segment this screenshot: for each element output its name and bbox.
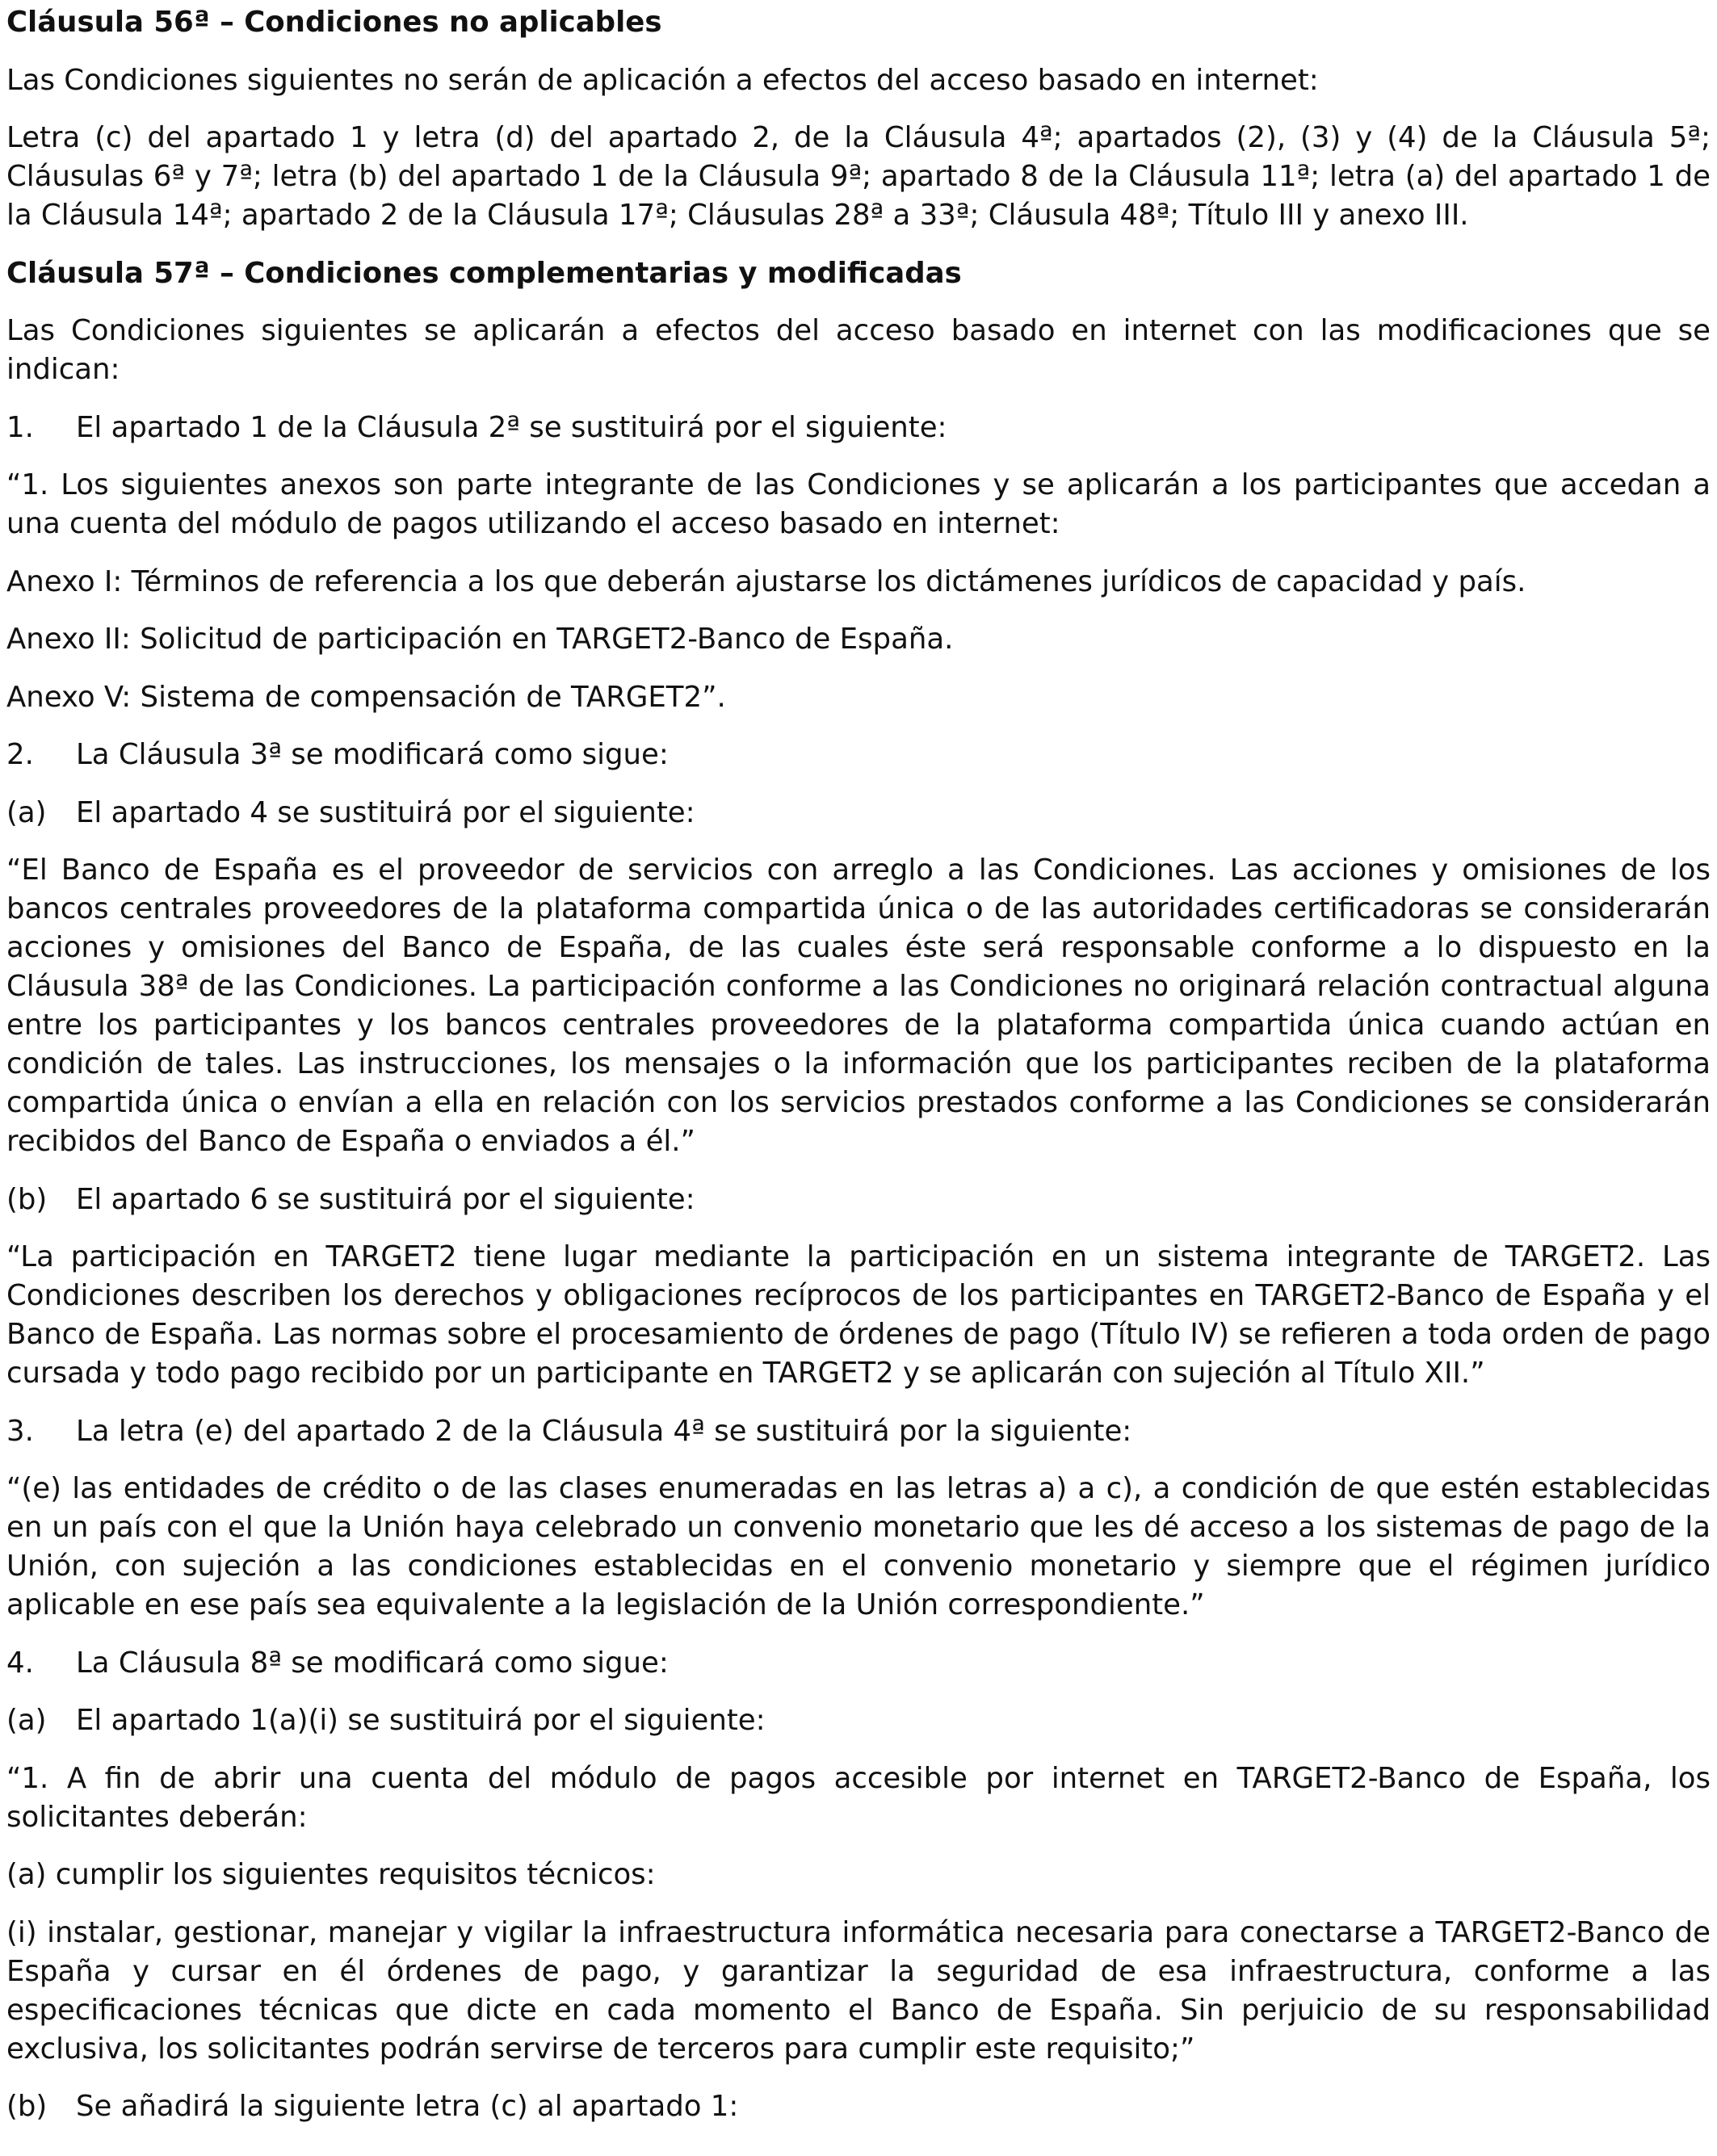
list-item-text: El apartado 6 se sustituirá por el siguiente: — [76, 1182, 695, 1216]
list-item-number: (b) — [6, 1182, 48, 1216]
document-body — [6, 0, 1711, 2146]
clause-57-intro: Las Condiciones siguientes se aplicarán a efectos del acceso basado en internet con las modificaciones que se indican: — [6, 314, 1711, 386]
item-2a-quote: “El Banco de España es el proveedor de servicios con arreglo a las Condiciones. Las acciones y omisiones de los bancos centrales proveedores de la plataforma compartida única o de las autoridades certificadoras se considerarán acciones y omisiones del Banco de España, de las cuales éste será responsable conforme a lo dispuesto en la Cláusula 38ª de las Condiciones. La participación conforme a las Condiciones no originará relación contractual alguna entre los participantes y los bancos centrales proveedores de la plataforma compartida única cuando actúan en condición de tales. Las instrucciones, los mensajes o la información que los participantes reciben de la plataforma compartida única o envían a ella en relación con los servicios prestados conforme a las Condiciones se considerarán recibidos del Banco de España o enviados a él.” — [6, 854, 1711, 1158]
list-item-number: 3. — [6, 1414, 34, 1448]
clause-57-title: Cláusula 57ª – Condiciones complementarias y modificadas — [6, 256, 962, 290]
item-3-quote: “(e) las entidades de crédito o de las clases enumeradas en las letras a) a c), a condición de que estén establecidas en un país con el que la Unión haya celebrado un convenio monetario que les dé acceso a los sistemas de pago de la Unión, con sujeción a las condiciones establecidas en el convenio monetario y siempre que el régimen jurídico aplicable en ese país sea equivalente a la legislación de la Unión correspondiente.” — [6, 1472, 1711, 1621]
list-item-text: El apartado 4 se sustituirá por el siguiente: — [76, 795, 695, 829]
list-item-number: 1. — [6, 410, 34, 444]
item-4a-sub-a: (a) cumplir los siguientes requisitos técnicos: — [6, 1858, 656, 1891]
item-2b-quote: “La participación en TARGET2 tiene lugar mediante la participación en un sistema integrante de TARGET2. Las Condiciones describen los derechos y obligaciones recíprocos de los participantes en TARGET2-Banco de España y el Banco de España. Las normas sobre el procesamiento de órdenes de pago (Título IV) se refieren a toda orden de pago cursada y todo pago recibido por un participante en TARGET2 y se aplicarán con sujeción al Título XII.” — [6, 1240, 1711, 1390]
clause-56-list: Letra (c) del apartado 1 y letra (d) del apartado 2, de la Cláusula 4ª; apartados (2), (3) y (4) de la Cláusula 5ª; Cláusulas 6ª y 7ª; letra (b) del apartado 1 de la Cláusula 9ª; apartado 8 de la Cláusula 11ª; letra (a) del apartado 1 de la Cláusula 14ª; apartado 2 de la Cláusula 17ª; Cláusulas 28ª a 33ª; Cláusula 48ª; Título III y anexo III. — [6, 121, 1711, 232]
list-item-3 — [6, 1412, 1711, 1451]
list-item-number: (a) — [6, 795, 47, 829]
list-item-text: La letra (e) del apartado 2 de la Cláusula 4ª se sustituirá por la siguiente: — [76, 1414, 1132, 1448]
list-item-number: (b) — [6, 2090, 48, 2123]
annex-1-line: Anexo I: Términos de referencia a los que deberán ajustarse los dictámenes jurídicos de capacidad y país. — [6, 564, 1526, 598]
item-1-quote: “1. Los siguientes anexos son parte integrante de las Condiciones y se aplicarán a los participantes que accedan a una cuenta del módulo de pagos utilizando el acceso basado en internet: — [6, 468, 1711, 540]
list-item-text: La Cláusula 3ª se modificará como sigue: — [76, 738, 669, 771]
list-item-2b — [6, 1181, 1711, 1219]
list-item-number: (a) — [6, 1704, 47, 1737]
list-item-4a — [6, 1701, 1711, 1740]
list-item-number: 2. — [6, 738, 34, 771]
list-item-4 — [6, 1644, 1711, 1683]
list-item-1 — [6, 409, 1711, 447]
annex-2-line: Anexo II: Solicitud de participación en TARGET2-Banco de España. — [6, 623, 954, 656]
list-item-text: El apartado 1 de la Cláusula 2ª se sustituirá por el siguiente: — [76, 410, 947, 444]
list-item-number: 4. — [6, 1646, 34, 1680]
item-4a-sub-i: (i) instalar, gestionar, manejar y vigilar la infraestructura informática necesaria para conectarse a TARGET2-Banco de España y cursar en él órdenes de pago, y garantizar la seguridad de esa infraestructura, conforme a las especificaciones técnicas que dicte en cada momento el Banco de España. Sin perjuicio de su responsabilidad exclusiva, los solicitantes podrán servirse de terceros para cumplir este requisito;” — [6, 1915, 1711, 2066]
list-item-2a — [6, 794, 1711, 833]
list-item-2 — [6, 736, 1711, 774]
annex-5-line: Anexo V: Sistema de compensación de TARGET2”. — [6, 680, 726, 714]
list-item-text: La Cláusula 8ª se modificará como sigue: — [76, 1646, 669, 1680]
list-item-text: Se añadirá la siguiente letra (c) al apartado 1: — [76, 2090, 739, 2123]
list-item-text: El apartado 1(a)(i) se sustituirá por el siguiente: — [76, 1704, 766, 1737]
item-4a-quote: “1. A fin de abrir una cuenta del módulo de pagos accesible por internet en TARGET2-Banco de España, los solicitantes deberán: — [6, 1761, 1711, 1834]
list-item-4b — [6, 2087, 1711, 2126]
clause-56-title: Cláusula 56ª – Condiciones no aplicables — [6, 6, 662, 39]
clause-56-intro: Las Condiciones siguientes no serán de aplicación a efectos del acceso basado en internet: — [6, 63, 1319, 97]
